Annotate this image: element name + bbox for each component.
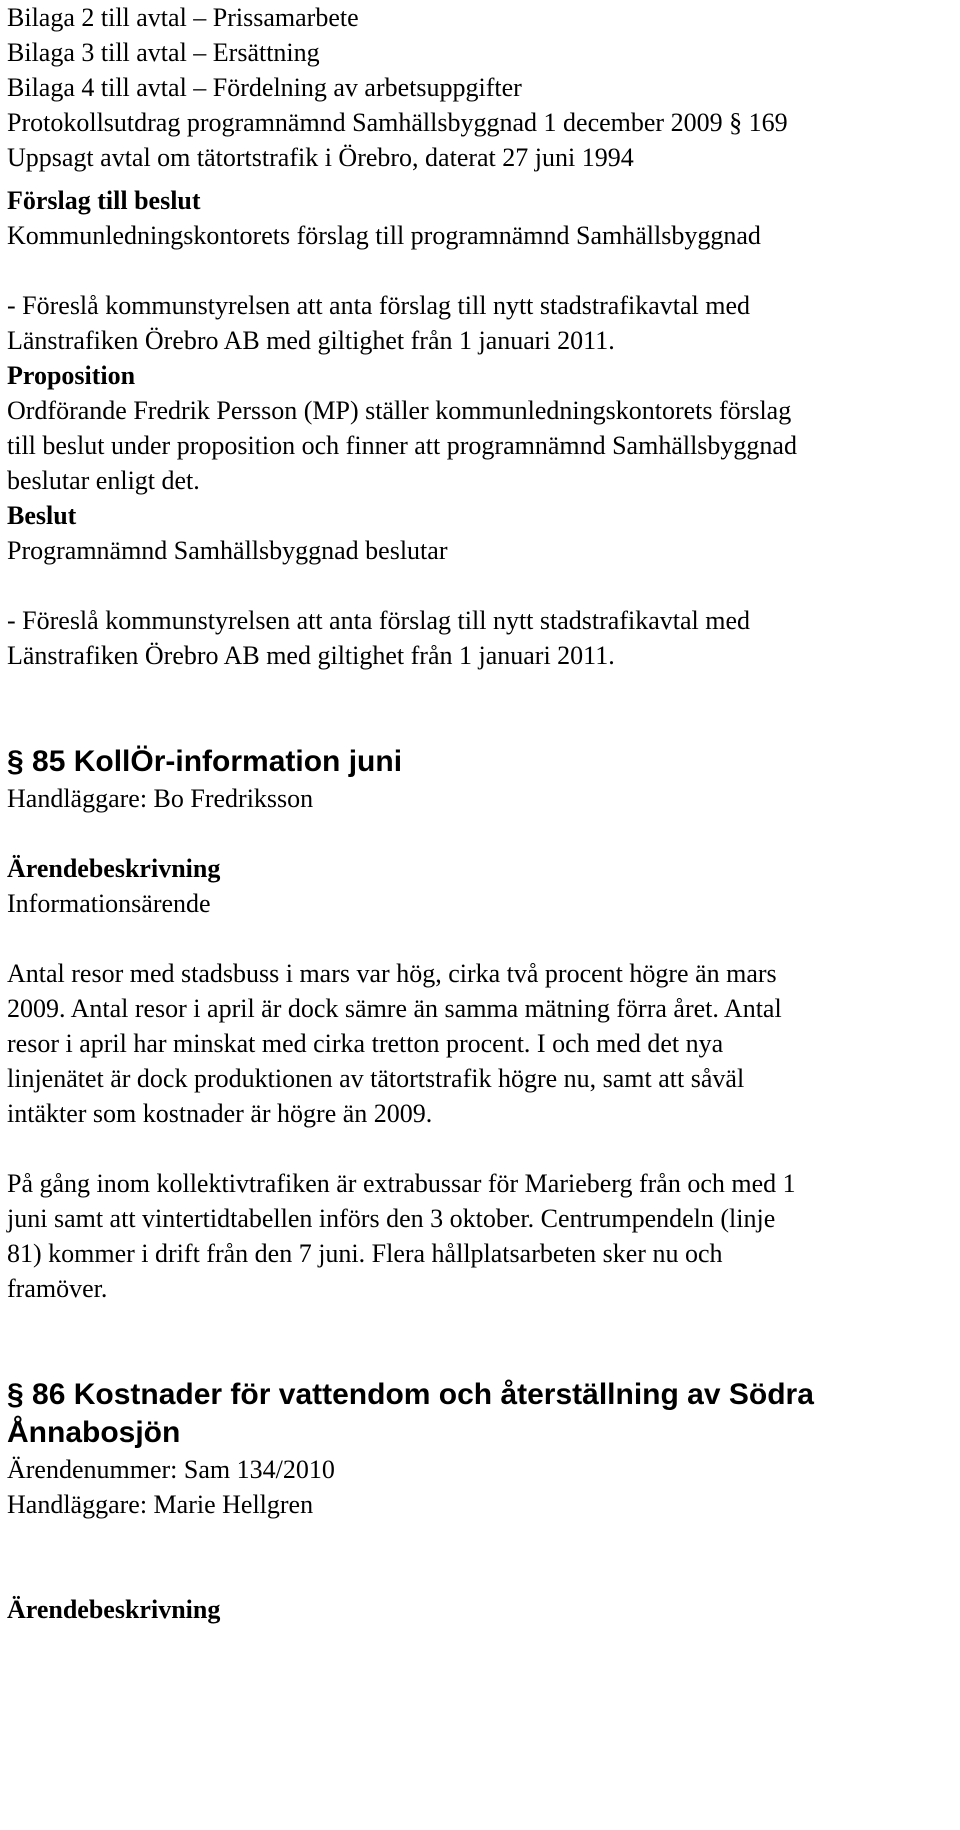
paragraph-line: juni samt att vintertidtabellen införs den 3 oktober. Centrumpendeln (linje: [7, 1204, 776, 1233]
info-paragraph-2: [7, 1166, 953, 1306]
paragraph-line: framöver.: [7, 1274, 108, 1303]
section-title-text: 85 KollÖr-information juni: [32, 745, 403, 778]
paragraph-line: - Föreslå kommunstyrelsen att anta förslag till nytt stadstrafikavtal med: [7, 606, 750, 635]
attachment-list: [7, 0, 953, 175]
attachment-item: Uppsagt avtal om tätortstrafik i Örebro, daterat 27 juni 1994: [7, 143, 634, 172]
attachment-item: Bilaga 3 till avtal – Ersättning: [7, 38, 320, 67]
paragraph-line: Länstrafiken Örebro AB med giltighet från 1 januari 2011.: [7, 641, 615, 670]
arende-type: Informationsärende: [7, 889, 211, 918]
handlaggare: Handläggare: Bo Fredriksson: [7, 784, 314, 813]
paragraph-line: beslutar enligt det.: [7, 466, 200, 495]
beslut-paragraph: [7, 603, 953, 673]
paragraph-line: linjenätet är dock produktionen av tätortstrafik högre nu, samt att såväl: [7, 1064, 745, 1093]
proposition-paragraph: [7, 393, 953, 498]
paragraph-line: till beslut under proposition och finner att programnämnd Samhällsbyggnad: [7, 431, 797, 460]
handlaggare: Handläggare: Marie Hellgren: [7, 1490, 314, 1519]
section-sign: §: [7, 745, 24, 778]
beslut-intro: Programnämnd Samhällsbyggnad beslutar: [7, 536, 448, 565]
paragraph-line: - Föreslå kommunstyrelsen att anta förslag till nytt stadstrafikavtal med: [7, 291, 750, 320]
arendebeskrivning-heading: Ärendebeskrivning: [7, 1595, 221, 1624]
forslag-intro: Kommunledningskontorets förslag till programnämnd Samhällsbyggnad: [7, 221, 761, 250]
info-paragraph-1: [7, 956, 953, 1131]
arendenummer: Ärendenummer: Sam 134/2010: [7, 1455, 335, 1484]
forslag-paragraph: [7, 288, 953, 358]
section-86-title-continued: Ånnabosjön: [7, 1416, 181, 1449]
beslut-heading: Beslut: [7, 501, 77, 530]
paragraph-line: Antal resor med stadsbuss i mars var hög, cirka två procent högre än mars: [7, 959, 777, 988]
proposition-heading: Proposition: [7, 361, 136, 390]
paragraph-line: 81) kommer i drift från den 7 juni. Flera hållplatsarbeten sker nu och: [7, 1239, 723, 1268]
document-page: [7, 0, 953, 1627]
attachment-item: Protokollsutdrag programnämnd Samhällsbyggnad 1 december 2009 § 169: [7, 108, 788, 137]
paragraph-line: På gång inom kollektivtrafiken är extrabussar för Marieberg från och med 1: [7, 1169, 796, 1198]
paragraph-line: intäkter som kostnader är högre än 2009.: [7, 1099, 433, 1128]
paragraph-line: 2009. Antal resor i april är dock sämre än samma mätning förra året. Antal: [7, 994, 782, 1023]
paragraph-line: Ordförande Fredrik Persson (MP) ställer kommunledningskontorets förslag: [7, 396, 792, 425]
arendebeskrivning-heading: Ärendebeskrivning: [7, 854, 221, 883]
forslag-heading: Förslag till beslut: [7, 186, 201, 215]
attachment-item: Bilaga 4 till avtal – Fördelning av arbetsuppgifter: [7, 73, 522, 102]
section-86-title: [7, 1376, 953, 1414]
section-title-text: 86 Kostnader för vattendom och återställning av Södra: [32, 1378, 814, 1411]
attachment-item: Bilaga 2 till avtal – Prissamarbete: [7, 3, 359, 32]
paragraph-line: Länstrafiken Örebro AB med giltighet från 1 januari 2011.: [7, 326, 615, 355]
paragraph-line: resor i april har minskat med cirka tretton procent. I och med det nya: [7, 1029, 724, 1058]
section-85-title: [7, 743, 953, 781]
section-sign: §: [7, 1378, 24, 1411]
